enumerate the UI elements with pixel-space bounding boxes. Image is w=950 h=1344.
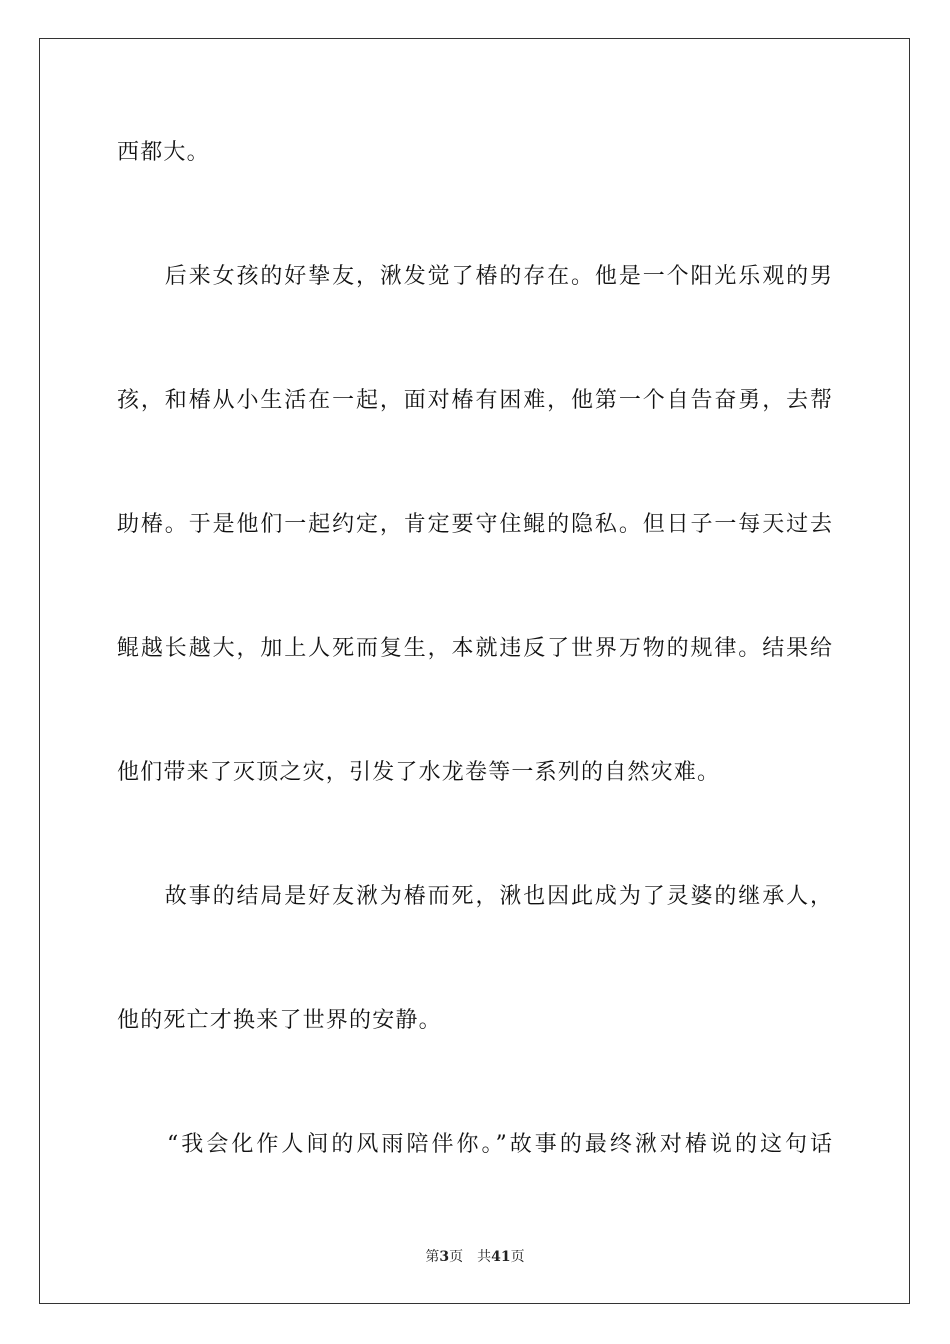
page-prefix: 第 [425, 1249, 440, 1265]
total-pages: 41 [491, 1249, 511, 1265]
text-line-2: 后来女孩的好挚友，湫发觉了椿的存在。他是一个阳光乐观的男 [117, 264, 832, 289]
text-line-8: 他的死亡才换来了世界的安静。 [117, 1008, 442, 1033]
text-line-4: 助椿。于是他们一起约定，肯定要守住鲲的隐私。但日子一每天过去 [117, 512, 832, 537]
page-suffix: 页 [449, 1249, 464, 1265]
page-border [39, 38, 910, 1304]
text-line-6: 他们带来了灭顶之灾，引发了水龙卷等一系列的自然灾难。 [117, 760, 721, 785]
page-number: 3 [439, 1249, 450, 1265]
text-line-1: 西都大。 [117, 140, 210, 165]
page-footer [0, 1247, 950, 1267]
total-prefix: 共 [477, 1249, 492, 1265]
text-line-3: 孩，和椿从小生活在一起，面对椿有困难，他第一个自告奋勇，去帮 [117, 388, 832, 413]
text-line-7: 故事的结局是好友湫为椿而死，湫也因此成为了灵婆的继承人， [117, 884, 832, 909]
total-suffix: 页 [510, 1249, 525, 1265]
text-line-5: 鲲越长越大，加上人死而复生，本就违反了世界万物的规律。结果给 [117, 636, 832, 661]
text-line-9: “我会化作人间的风雨陪伴你。”故事的最终湫对椿说的这句话 [117, 1132, 832, 1157]
